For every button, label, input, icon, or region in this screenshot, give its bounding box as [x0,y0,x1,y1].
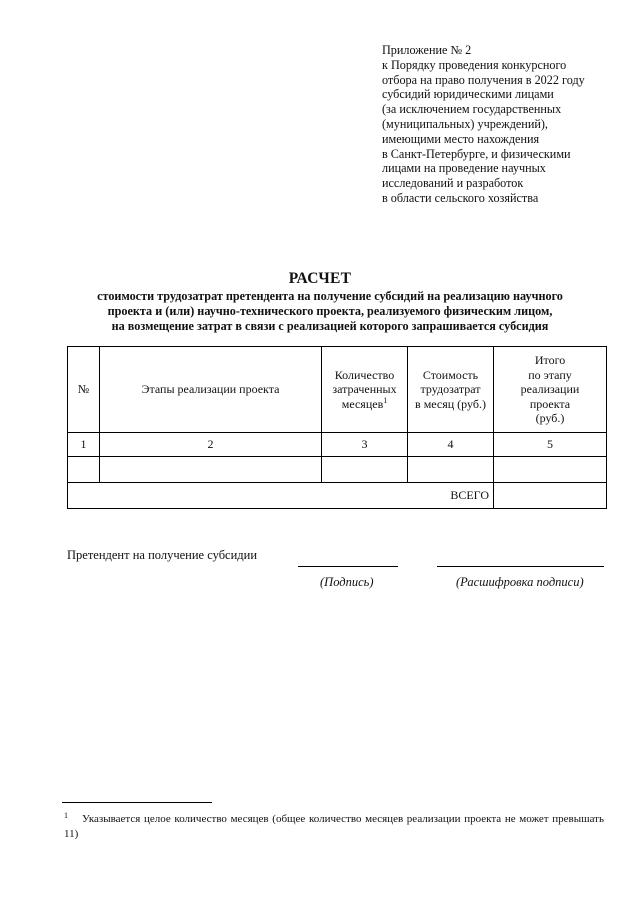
col-number-4: 4 [408,433,494,457]
footnote-ref: 1 [383,395,388,405]
header-cost-line: Стоимость [422,367,479,382]
header-num: № [68,347,100,433]
empty-cell[interactable] [100,457,322,483]
empty-cell[interactable] [408,457,494,483]
document-title: РАСЧЕТ [288,270,352,287]
header-total [494,347,607,433]
total-label: ВСЕГО [68,483,494,509]
total-row [68,483,607,509]
header-months [322,347,408,433]
footnote-divider [62,802,212,803]
signature-line [298,566,398,567]
subtitle-line: на возмещение затрат в связи с реализацией которого запрашивается субсидия [111,319,549,333]
empty-cell[interactable] [494,457,607,483]
appendix-line: (за исключением государственных [382,102,562,117]
header-total-line: реализации [520,382,580,397]
subtitle-line: проекта и (или) научно-технического проекта, реализуемого физическим лицом, [107,304,553,318]
footnote-text: Указывается целое количество месяцев (общее количество месяцев реализации проекта не может превышать 11) [64,813,604,840]
appendix-line: в области сельского хозяйства [382,190,539,205]
appendix-line: отбора на право получения в 2022 году [382,72,585,87]
subtitle-line: стоимости трудозатрат претендента на получение субсидий на реализацию научного [97,289,563,303]
header-months-text: месяцев [341,396,384,411]
header-total-line: Итого [534,353,566,368]
appendix-block [382,43,622,206]
header-total-line: проекта [529,396,571,411]
header-total-line: по этапу [528,367,572,382]
footnote-mark: 1 [64,811,68,820]
appendix-line: к Порядку проведения конкурсного [382,57,567,72]
appendix-line: исследований и разработок [382,176,524,191]
transcript-line [437,566,604,567]
appendix-line: в Санкт-Петербурге, и физическими [382,146,571,161]
col-number-5: 5 [494,433,607,457]
col-number-3: 3 [322,433,408,457]
empty-cell[interactable] [68,457,100,483]
empty-data-row [68,457,607,483]
appendix-line: имеющими место нахождения [382,131,540,146]
document-subtitle [60,289,600,334]
signature-caption: (Подпись) [320,575,374,589]
calculation-table [67,346,607,509]
appendix-line: (муниципальных) учреждений), [382,116,548,131]
numbering-row [68,433,607,457]
col-number-2: 2 [100,433,322,457]
total-value-cell[interactable] [494,483,607,509]
header-months-line: Количество [334,367,395,382]
header-cost-line: в месяц (руб.) [415,396,486,411]
header-cost [408,347,494,433]
header-months-line [324,397,405,412]
footnote [64,812,604,842]
empty-cell[interactable] [322,457,408,483]
header-total-line: (руб.) [535,411,565,426]
header-cost-line: трудозатрат [420,382,481,397]
header-months-line: затраченных [332,382,397,397]
transcript-caption: (Расшифровка подписи) [456,575,584,589]
appendix-line: субсидий юридическими лицами [382,87,554,102]
appendix-line: лицами на проведение научных [382,161,546,176]
header-stages: Этапы реализации проекта [100,347,322,433]
header-row [68,347,607,433]
applicant-label: Претендент на получение субсидии [67,548,258,562]
col-number-1: 1 [68,433,100,457]
appendix-line: Приложение № 2 [382,43,472,57]
